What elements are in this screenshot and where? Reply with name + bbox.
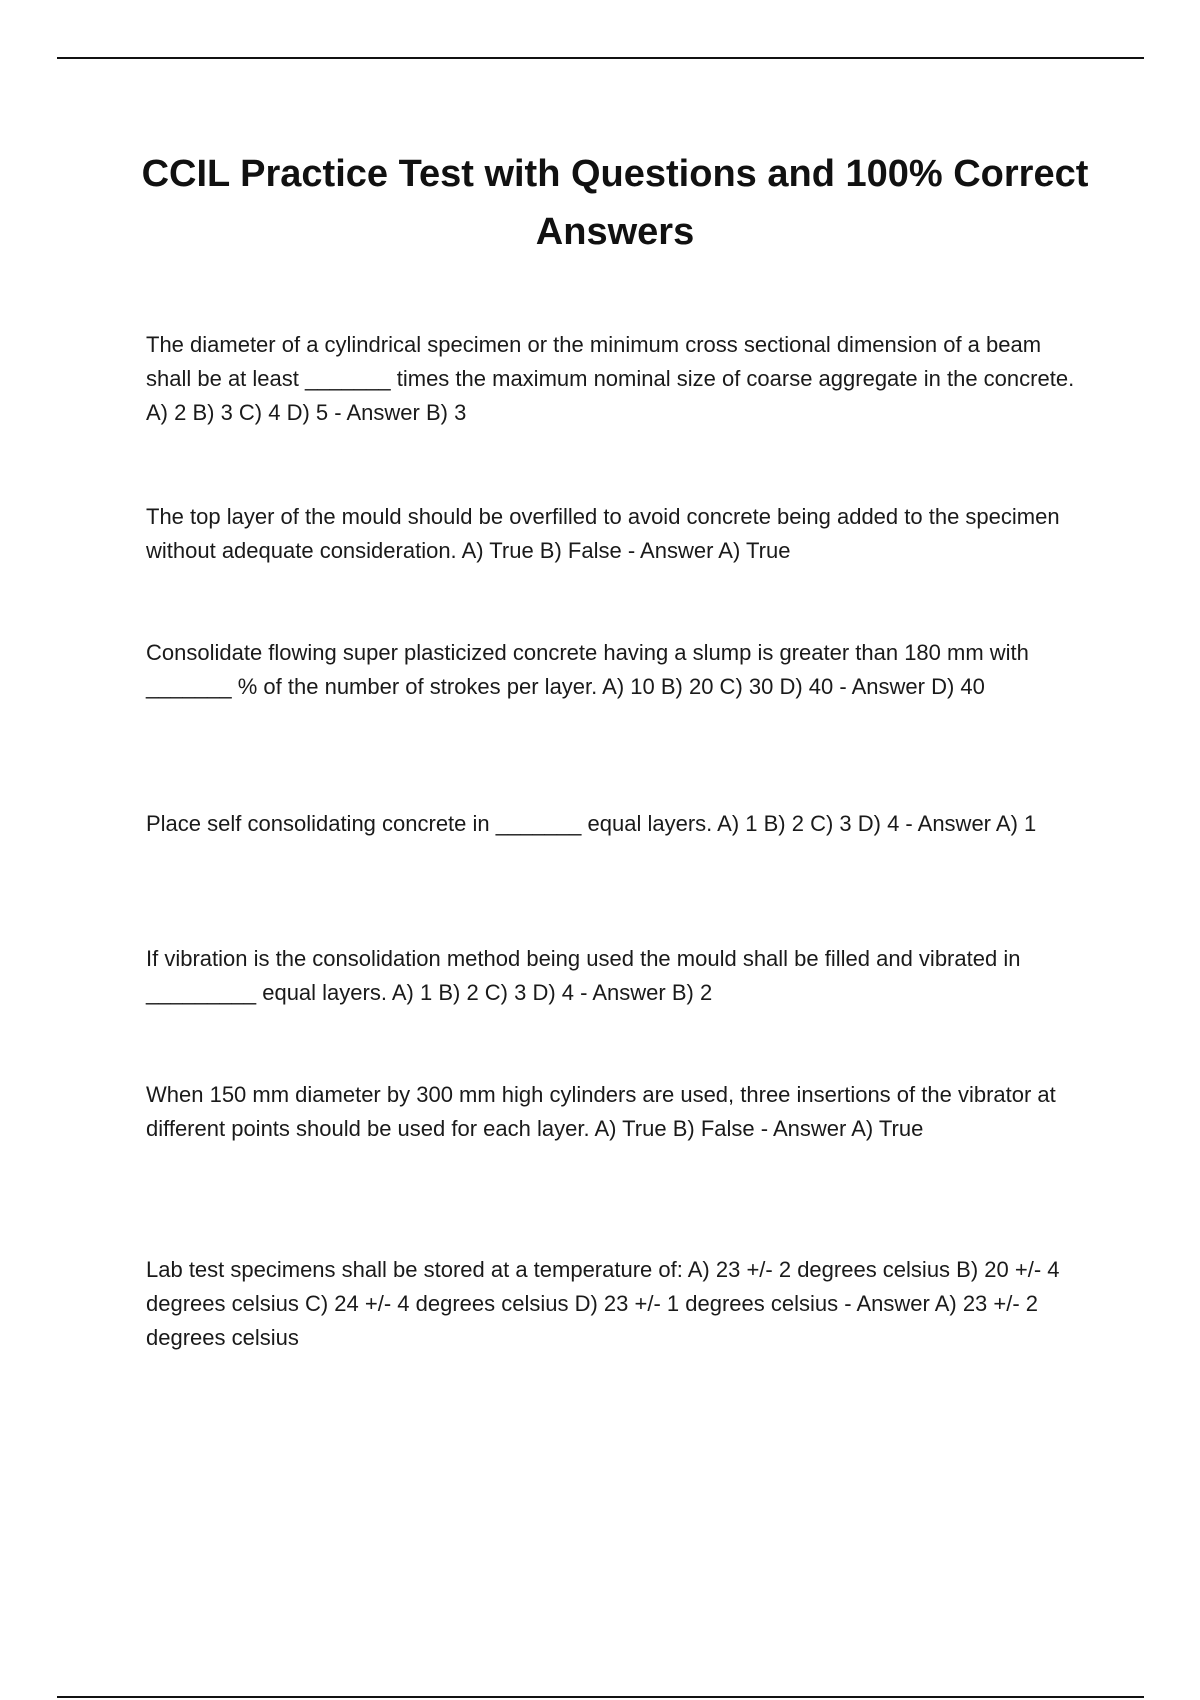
question-item-2: The top layer of the mould should be overfilled to avoid concrete being added to the specimen without adequate consideration. A) True B) False - Answer A) True xyxy=(146,504,1060,563)
page-title: CCIL Practice Test with Questions and 100% Correct Answers xyxy=(141,153,1089,253)
question-item-1: The diameter of a cylindrical specimen or the minimum cross sectional dimension of a beam shall be at least _______ times the maximum nominal size of coarse aggregate in the concrete. A) 2 B) 3 C) 4 D) 5 - Answer B) 3 xyxy=(146,332,1075,425)
question-item-6: When 150 mm diameter by 300 mm high cylinders are used, three insertions of the vibrator at different points should be used for each layer. A) True B) False - Answer A) True xyxy=(146,1082,1056,1141)
question-item-5: If vibration is the consolidation method being used the mould shall be filled and vibrated in _________ equal layers. A) 1 B) 2 C) 3 D) 4 - Answer B) 2 xyxy=(146,946,1021,1005)
bottom-rule xyxy=(57,1696,1144,1698)
question-item-3: Consolidate flowing super plasticized concrete having a slump is greater than 180 mm with _______ % of the number of strokes per layer. A) 10 B) 20 C) 30 D) 40 - Answer D) 40 xyxy=(146,640,1029,699)
top-rule xyxy=(57,57,1144,59)
question-item-4: Place self consolidating concrete in _______ equal layers. A) 1 B) 2 C) 3 D) 4 - Answer A) 1 xyxy=(146,811,1037,836)
question-item-7: Lab test specimens shall be stored at a temperature of: A) 23 +/- 2 degrees celsius B) 20 +/- 4 degrees celsius C) 24 +/- 4 degrees celsius D) 23 +/- 1 degrees celsius - Answer A) 23 +/- 2 degrees celsius xyxy=(146,1257,1060,1350)
